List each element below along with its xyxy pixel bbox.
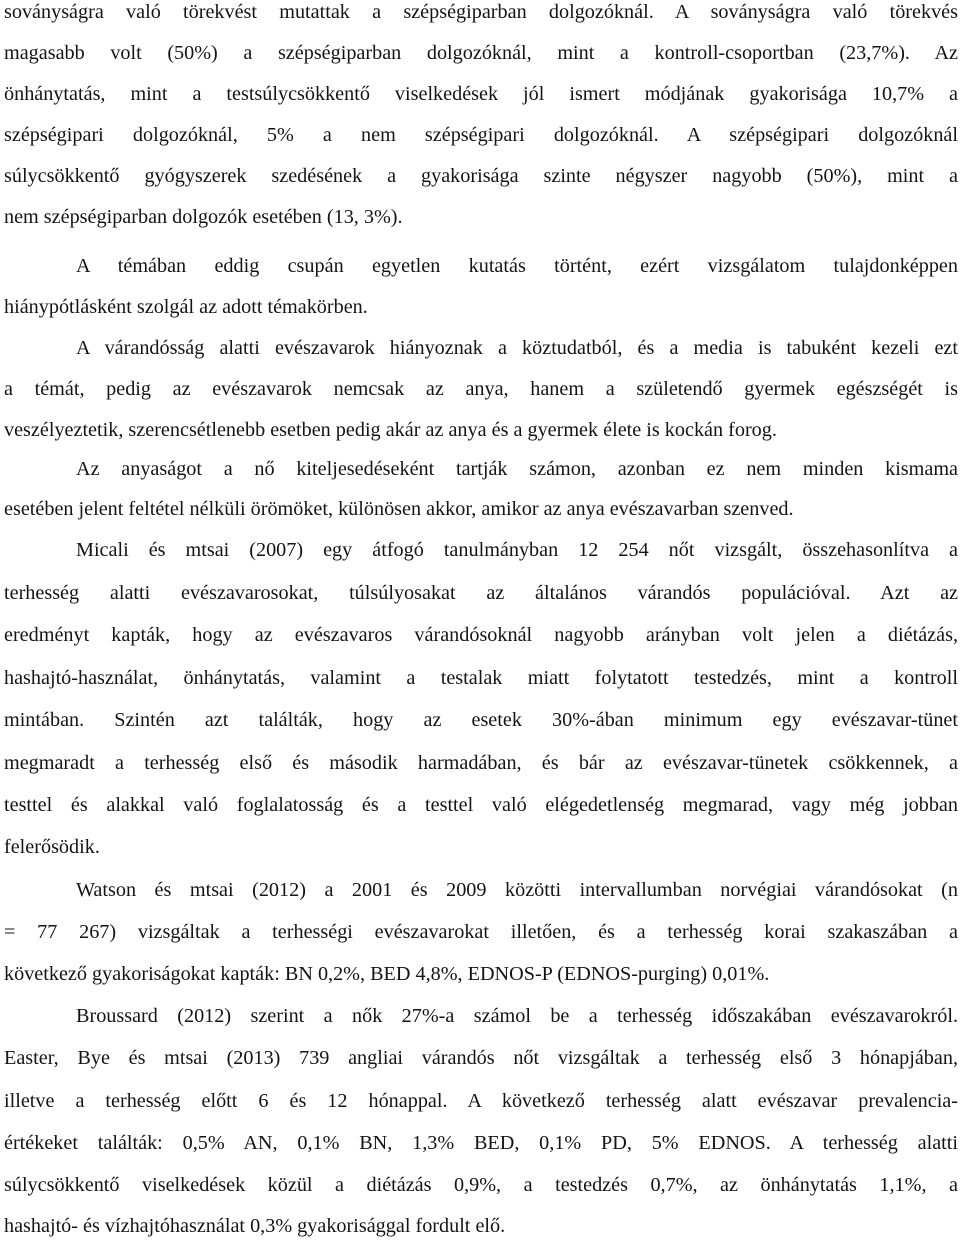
text-line: Az anyaságot a nő kiteljesedéseként tartják számon, azonban ez nem minden kismama: [76, 458, 958, 480]
text-line: magasabb volt (50%) a szépségiparban dolgozóknál, mint a kontroll-csoportban (23,7%). Az: [4, 42, 958, 64]
text-line: következő gyakoriságokat kapták: BN 0,2%, BED 4,8%, EDNOS-P (EDNOS-purging) 0,01%.: [4, 963, 770, 985]
text-line: hiánypótlásként szolgál az adott témakörben.: [4, 296, 368, 318]
text-line: veszélyeztetik, szerencsétlenebb esetben pedig akár az anya és a gyermek élete is kockán forog.: [4, 419, 777, 441]
text-line: illetve a terhesség előtt 6 és 12 hónappal. A következő terhesség alatt evészavar prevalencia-: [4, 1090, 958, 1112]
text-line: A témában eddig csupán egyetlen kutatás történt, ezért vizsgálatom tulajdonképpen: [76, 255, 958, 277]
text-line: eredményt kapták, hogy az evészavaros várandósoknál nagyobb arányban volt jelen a diétázás,: [4, 624, 958, 646]
text-line: soványságra való törekvést mutattak a szépségiparban dolgozóknál. A soványságra való törekvés: [4, 1, 958, 23]
text-line: esetében jelent feltétel nélküli örömöket, különösen akkor, amikor az anya evészavarban szenved.: [4, 498, 794, 520]
text-line: mintában. Szintén azt találták, hogy az esetek 30%-ában minimum egy evészavar-tünet: [4, 709, 958, 731]
text-line: értékeket találták: 0,5% AN, 0,1% BN, 1,3% BED, 0,1% PD, 5% EDNOS. A terhesség alatti: [4, 1132, 958, 1154]
text-line: A várandósság alatti evészavarok hiányoznak a köztudatból, és a media is tabuként kezeli ezt: [76, 337, 958, 359]
text-line: = 77 267) vizsgáltak a terhességi evészavarokat illetően, és a terhesség korai szakaszában a: [4, 921, 958, 943]
text-line: önhánytatás, mint a testsúlycsökkentő viselkedések jól ismert módjának gyakorisága 10,7% a: [4, 83, 958, 105]
text-line: Watson és mtsai (2012) a 2001 és 2009 közötti intervallumban norvégiai várandósokat (n: [76, 879, 958, 901]
text-line: hashajtó- és vízhajtóhasználat 0,3% gyakorisággal fordult elő.: [4, 1215, 506, 1237]
text-line: hashajtó-használat, önhánytatás, valamint a testalak miatt folytatott testedzés, mint a kontroll: [4, 667, 958, 689]
text-line: testtel és alakkal való foglalatosság és a testtel való elégedetlenség megmarad, vagy még jobban: [4, 794, 958, 816]
text-line: nem szépségiparban dolgozók esetében (13, 3%).: [4, 206, 403, 228]
text-line: súlycsökkentő gyógyszerek szedésének a gyakorisága szinte négyszer nagyobb (50%), mint a: [4, 165, 958, 187]
text-line: a témát, pedig az evészavarok nemcsak az anya, hanem a születendő gyermek egészségét is: [4, 378, 958, 400]
text-line: szépségipari dolgozóknál, 5% a nem szépségipari dolgozóknál. A szépségipari dolgozóknál: [4, 124, 958, 146]
text-line: megmaradt a terhesség első és második harmadában, és bár az evészavar-tünetek csökkennek, a: [4, 752, 958, 774]
text-line: Micali és mtsai (2007) egy átfogó tanulmányban 12 254 nőt vizsgált, összehasonlítva a: [76, 539, 958, 561]
text-line: Broussard (2012) szerint a nők 27%-a számol be a terhesség időszakában evészavarokról.: [76, 1005, 958, 1027]
text-line: felerősödik.: [4, 836, 100, 858]
text-line: terhesség alatti evészavarosokat, túlsúlyosakat az általános várandós populációval. Azt az: [4, 582, 958, 604]
text-line: Easter, Bye és mtsai (2013) 739 angliai várandós nőt vizsgáltak a terhesség első 3 hónapjában,: [4, 1047, 958, 1069]
text-line: súlycsökkentő viselkedések közül a diétázás 0,9%, a testedzés 0,7%, az önhánytatás 1,1%, a: [4, 1174, 958, 1196]
